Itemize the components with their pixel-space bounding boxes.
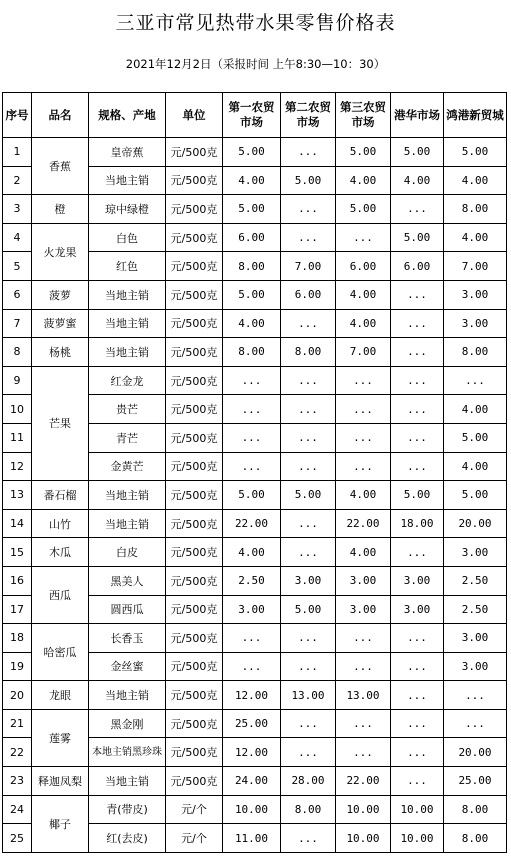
price-market-5: 20.00 — [444, 738, 507, 767]
row-number: 23 — [3, 767, 32, 796]
price-market-2: ... — [281, 538, 336, 567]
price-market-3: ... — [336, 423, 391, 452]
price-market-4: ... — [391, 738, 444, 767]
row-number: 13 — [3, 481, 32, 510]
price-market-2: 5.00 — [281, 481, 336, 510]
report-date: 2021年12月2日（采报时间 上午8:30—10：30） — [125, 57, 386, 71]
price-market-3: ... — [336, 709, 391, 738]
unit-cell: 元/个 — [166, 795, 223, 824]
price-market-4: ... — [391, 624, 444, 653]
fruit-name: 椰子 — [32, 795, 89, 852]
price-market-1: 5.00 — [223, 195, 281, 224]
table-row — [3, 795, 507, 824]
price-market-5: 3.00 — [444, 280, 507, 309]
row-number: 2 — [3, 166, 32, 195]
page-title: 三亚市常见热带水果零售价格表 — [115, 12, 396, 34]
fruit-name: 哈密瓜 — [32, 624, 89, 681]
price-market-5: ... — [444, 709, 507, 738]
spec-cell: 黑美人 — [89, 566, 166, 595]
spec-cell: 当地主销 — [89, 509, 166, 538]
price-market-1: 8.00 — [223, 338, 281, 367]
header-row — [3, 93, 507, 138]
table-row — [3, 538, 507, 567]
price-market-4: ... — [391, 423, 444, 452]
price-market-3: 7.00 — [336, 338, 391, 367]
row-number: 7 — [3, 309, 32, 338]
unit-cell: 元/500克 — [166, 195, 223, 224]
spec-cell: 圆西瓜 — [89, 595, 166, 624]
spec-cell: 红(去皮) — [89, 824, 166, 853]
price-market-3: 10.00 — [336, 824, 391, 853]
fruit-name: 芒果 — [32, 366, 89, 480]
price-market-2: ... — [281, 395, 336, 424]
price-market-4: ... — [391, 709, 444, 738]
unit-cell: 元/500克 — [166, 652, 223, 681]
fruit-name: 山竹 — [32, 509, 89, 538]
table-row — [3, 481, 507, 510]
price-market-4: ... — [391, 538, 444, 567]
unit-cell: 元/500克 — [166, 423, 223, 452]
unit-cell: 元/500克 — [166, 767, 223, 796]
price-market-1: 4.00 — [223, 166, 281, 195]
price-market-4: 5.00 — [391, 223, 444, 252]
table-row — [3, 223, 507, 252]
price-market-2: 8.00 — [281, 795, 336, 824]
price-market-4: ... — [391, 681, 444, 710]
price-market-3: 3.00 — [336, 566, 391, 595]
price-market-1: 5.00 — [223, 481, 281, 510]
price-market-2: ... — [281, 824, 336, 853]
price-market-2: 7.00 — [281, 252, 336, 281]
price-market-4: 10.00 — [391, 824, 444, 853]
spec-cell: 当地主销 — [89, 338, 166, 367]
price-market-1: 25.00 — [223, 709, 281, 738]
price-market-3: 22.00 — [336, 509, 391, 538]
price-market-5: 8.00 — [444, 824, 507, 853]
spec-cell: 琼中绿橙 — [89, 195, 166, 224]
price-market-5: 5.00 — [444, 481, 507, 510]
spec-cell: 当地主销 — [89, 166, 166, 195]
price-market-2: ... — [281, 423, 336, 452]
price-market-3: 5.00 — [336, 195, 391, 224]
price-market-1: ... — [223, 624, 281, 653]
unit-cell: 元/500克 — [166, 566, 223, 595]
col-header-no: 序号 — [3, 93, 32, 138]
unit-cell: 元/500克 — [166, 481, 223, 510]
table-row — [3, 195, 507, 224]
col-header-market-2: 第二农贸市场 — [281, 93, 336, 138]
spec-cell: 金丝蜜 — [89, 652, 166, 681]
table-row — [3, 624, 507, 653]
price-market-2: 8.00 — [281, 338, 336, 367]
table-row — [3, 566, 507, 595]
spec-cell: 本地主销黑珍珠 — [89, 738, 166, 767]
price-market-3: ... — [336, 452, 391, 481]
price-market-4: ... — [391, 195, 444, 224]
row-number: 3 — [3, 195, 32, 224]
fruit-name: 龙眼 — [32, 681, 89, 710]
unit-cell: 元/500克 — [166, 681, 223, 710]
unit-cell: 元/500克 — [166, 366, 223, 395]
spec-cell: 白皮 — [89, 538, 166, 567]
price-market-3: 4.00 — [336, 166, 391, 195]
row-number: 15 — [3, 538, 32, 567]
unit-cell: 元/500克 — [166, 709, 223, 738]
price-market-2: ... — [281, 195, 336, 224]
price-market-5: 3.00 — [444, 652, 507, 681]
price-market-4: 5.00 — [391, 481, 444, 510]
unit-cell: 元/500克 — [166, 166, 223, 195]
price-market-5: 4.00 — [444, 395, 507, 424]
col-header-market-4: 港华市场 — [391, 93, 444, 138]
table-row — [3, 138, 507, 167]
row-number: 19 — [3, 652, 32, 681]
col-header-market-5: 鸿港新贸城 — [444, 93, 507, 138]
row-number: 14 — [3, 509, 32, 538]
price-market-1: 11.00 — [223, 824, 281, 853]
price-market-5: 25.00 — [444, 767, 507, 796]
unit-cell: 元/500克 — [166, 280, 223, 309]
col-header-unit: 单位 — [166, 93, 223, 138]
table-row — [3, 309, 507, 338]
row-number: 25 — [3, 824, 32, 853]
row-number: 24 — [3, 795, 32, 824]
spec-cell: 当地主销 — [89, 767, 166, 796]
unit-cell: 元/个 — [166, 824, 223, 853]
price-market-3: ... — [336, 738, 391, 767]
price-market-1: 8.00 — [223, 252, 281, 281]
unit-cell: 元/500克 — [166, 309, 223, 338]
price-market-3: 5.00 — [336, 138, 391, 167]
unit-cell: 元/500克 — [166, 624, 223, 653]
fruit-name: 菠萝蜜 — [32, 309, 89, 338]
spec-cell: 皇帝蕉 — [89, 138, 166, 167]
price-market-3: 10.00 — [336, 795, 391, 824]
price-market-1: 4.00 — [223, 538, 281, 567]
price-market-5: 3.00 — [444, 538, 507, 567]
price-market-4: 4.00 — [391, 166, 444, 195]
price-market-5: ... — [444, 681, 507, 710]
price-market-3: 4.00 — [336, 309, 391, 338]
price-market-1: 22.00 — [223, 509, 281, 538]
row-number: 4 — [3, 223, 32, 252]
price-market-1: 24.00 — [223, 767, 281, 796]
price-market-5: 2.50 — [444, 595, 507, 624]
spec-cell: 黑金刚 — [89, 709, 166, 738]
price-market-4: ... — [391, 366, 444, 395]
unit-cell: 元/500克 — [166, 509, 223, 538]
row-number: 9 — [3, 366, 32, 395]
fruit-name: 火龙果 — [32, 223, 89, 280]
price-market-4: ... — [391, 652, 444, 681]
row-number: 21 — [3, 709, 32, 738]
col-header-market-1: 第一农贸市场 — [223, 93, 281, 138]
price-market-1: 5.00 — [223, 138, 281, 167]
col-header-name: 品名 — [32, 93, 89, 138]
price-market-4: ... — [391, 452, 444, 481]
price-market-1: 4.00 — [223, 309, 281, 338]
table-row — [3, 681, 507, 710]
unit-cell: 元/500克 — [166, 338, 223, 367]
price-market-2: ... — [281, 138, 336, 167]
row-number: 22 — [3, 738, 32, 767]
row-number: 20 — [3, 681, 32, 710]
price-market-4: ... — [391, 395, 444, 424]
spec-cell: 白色 — [89, 223, 166, 252]
row-number: 17 — [3, 595, 32, 624]
price-market-3: ... — [336, 624, 391, 653]
spec-cell: 当地主销 — [89, 681, 166, 710]
price-market-3: ... — [336, 223, 391, 252]
spec-cell: 金黄芒 — [89, 452, 166, 481]
price-market-1: ... — [223, 423, 281, 452]
price-market-5: ... — [444, 366, 507, 395]
price-market-4: 10.00 — [391, 795, 444, 824]
price-market-1: 3.00 — [223, 595, 281, 624]
price-market-5: 3.00 — [444, 309, 507, 338]
row-number: 5 — [3, 252, 32, 281]
price-market-1: 10.00 — [223, 795, 281, 824]
spec-cell: 红金龙 — [89, 366, 166, 395]
price-market-4: 18.00 — [391, 509, 444, 538]
price-market-5: 4.00 — [444, 452, 507, 481]
unit-cell: 元/500克 — [166, 223, 223, 252]
fruit-name: 西瓜 — [32, 566, 89, 623]
row-number: 1 — [3, 138, 32, 167]
spec-cell: 长香玉 — [89, 624, 166, 653]
price-market-2: ... — [281, 709, 336, 738]
table-row — [3, 338, 507, 367]
row-number: 6 — [3, 280, 32, 309]
spec-cell: 当地主销 — [89, 309, 166, 338]
fruit-name: 菠萝 — [32, 280, 89, 309]
price-market-1: 2.50 — [223, 566, 281, 595]
unit-cell: 元/500克 — [166, 452, 223, 481]
unit-cell: 元/500克 — [166, 138, 223, 167]
price-market-2: 3.00 — [281, 566, 336, 595]
fruit-name: 木瓜 — [32, 538, 89, 567]
price-market-5: 4.00 — [444, 223, 507, 252]
price-market-2: ... — [281, 309, 336, 338]
price-market-2: 28.00 — [281, 767, 336, 796]
price-market-4: 5.00 — [391, 138, 444, 167]
fruit-name: 杨桃 — [32, 338, 89, 367]
table-row — [3, 366, 507, 395]
col-header-market-3: 第三农贸市场 — [336, 93, 391, 138]
spec-cell: 青芒 — [89, 423, 166, 452]
table-body — [3, 138, 507, 853]
fruit-name: 香蕉 — [32, 138, 89, 195]
row-number: 11 — [3, 423, 32, 452]
spec-cell: 红色 — [89, 252, 166, 281]
price-market-2: ... — [281, 509, 336, 538]
price-market-4: ... — [391, 767, 444, 796]
price-market-2: ... — [281, 652, 336, 681]
price-market-5: 7.00 — [444, 252, 507, 281]
price-market-5: 4.00 — [444, 166, 507, 195]
row-number: 10 — [3, 395, 32, 424]
price-market-3: ... — [336, 652, 391, 681]
price-market-5: 8.00 — [444, 338, 507, 367]
unit-cell: 元/500克 — [166, 595, 223, 624]
price-market-3: 4.00 — [336, 280, 391, 309]
price-market-3: 3.00 — [336, 595, 391, 624]
price-market-2: ... — [281, 624, 336, 653]
row-number: 8 — [3, 338, 32, 367]
price-market-3: 4.00 — [336, 538, 391, 567]
unit-cell: 元/500克 — [166, 538, 223, 567]
fruit-name: 释迦凤梨 — [32, 767, 89, 796]
row-number: 18 — [3, 624, 32, 653]
price-market-4: 3.00 — [391, 566, 444, 595]
price-market-5: 8.00 — [444, 195, 507, 224]
table-row — [3, 509, 507, 538]
price-market-5: 5.00 — [444, 423, 507, 452]
price-market-3: 13.00 — [336, 681, 391, 710]
fruit-name: 橙 — [32, 195, 89, 224]
price-market-2: 5.00 — [281, 595, 336, 624]
spec-cell: 当地主销 — [89, 481, 166, 510]
price-market-2: ... — [281, 223, 336, 252]
col-header-spec: 规格、产地 — [89, 93, 166, 138]
price-market-4: ... — [391, 280, 444, 309]
spec-cell: 青(带皮) — [89, 795, 166, 824]
spec-cell: 当地主销 — [89, 280, 166, 309]
price-market-1: ... — [223, 452, 281, 481]
unit-cell: 元/500克 — [166, 252, 223, 281]
spec-cell: 贵芒 — [89, 395, 166, 424]
price-market-3: 22.00 — [336, 767, 391, 796]
price-market-1: 12.00 — [223, 681, 281, 710]
price-market-2: ... — [281, 366, 336, 395]
price-market-3: ... — [336, 395, 391, 424]
price-table — [2, 92, 507, 853]
table-row — [3, 280, 507, 309]
fruit-name: 莲雾 — [32, 709, 89, 766]
price-market-2: 6.00 — [281, 280, 336, 309]
row-number: 12 — [3, 452, 32, 481]
price-market-2: ... — [281, 738, 336, 767]
fruit-name: 番石榴 — [32, 481, 89, 510]
price-market-5: 8.00 — [444, 795, 507, 824]
row-number: 16 — [3, 566, 32, 595]
price-market-2: 13.00 — [281, 681, 336, 710]
price-market-5: 2.50 — [444, 566, 507, 595]
price-market-5: 5.00 — [444, 138, 507, 167]
table-row — [3, 767, 507, 796]
price-market-4: 6.00 — [391, 252, 444, 281]
table-row — [3, 709, 507, 738]
price-market-1: 12.00 — [223, 738, 281, 767]
price-market-3: 4.00 — [336, 481, 391, 510]
unit-cell: 元/500克 — [166, 395, 223, 424]
price-market-1: ... — [223, 395, 281, 424]
price-market-1: ... — [223, 366, 281, 395]
price-market-3: ... — [336, 366, 391, 395]
price-market-1: 6.00 — [223, 223, 281, 252]
price-market-4: 3.00 — [391, 595, 444, 624]
price-market-2: 5.00 — [281, 166, 336, 195]
price-market-4: ... — [391, 338, 444, 367]
price-market-2: ... — [281, 452, 336, 481]
price-market-1: ... — [223, 652, 281, 681]
unit-cell: 元/500克 — [166, 738, 223, 767]
price-market-3: 6.00 — [336, 252, 391, 281]
price-market-4: ... — [391, 309, 444, 338]
price-market-5: 3.00 — [444, 624, 507, 653]
price-market-1: 5.00 — [223, 280, 281, 309]
price-market-5: 20.00 — [444, 509, 507, 538]
